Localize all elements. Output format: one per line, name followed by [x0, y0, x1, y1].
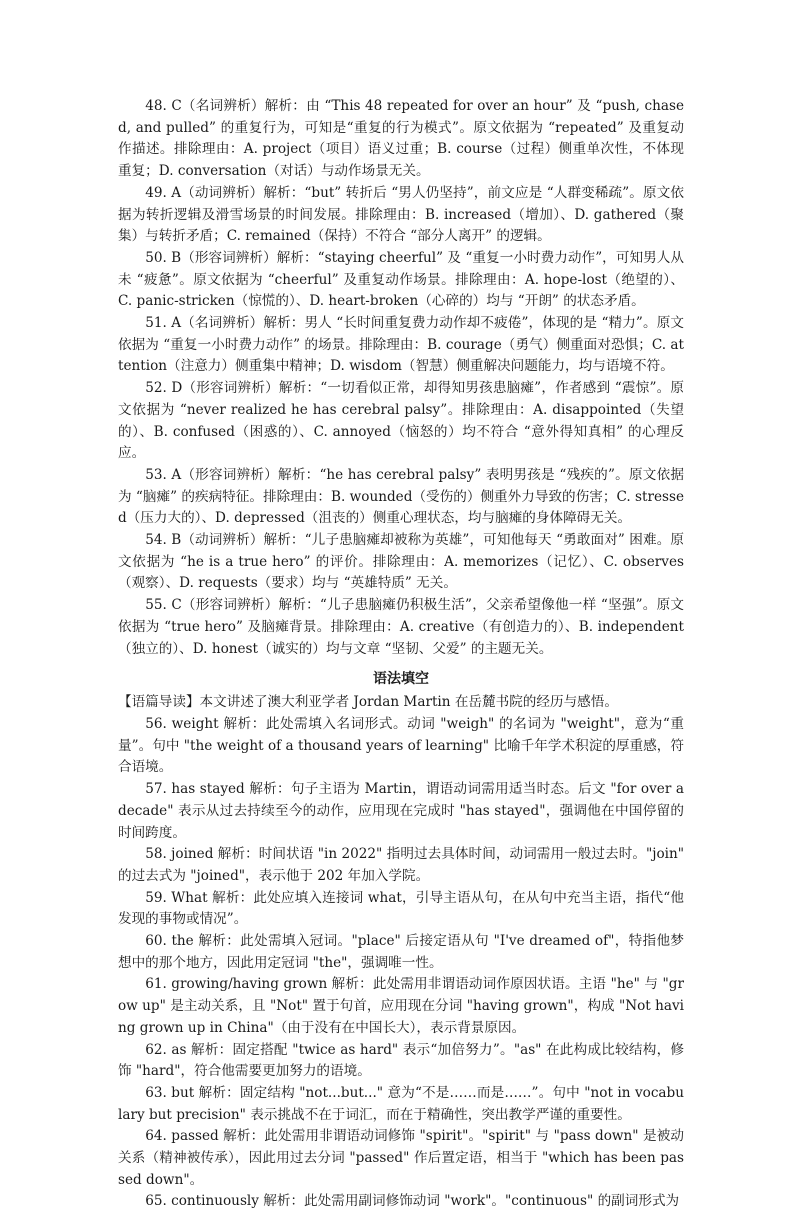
- answer-explanation-63: 63. but 解析：固定结构 "not...but..." 意为“不是……而是……”。句中 "not in vocabulary but precision" 表示挑战不在于词汇，而在于精确性，突出教学严谨的重要性。: [118, 1084, 684, 1123]
- answer-explanation-62: 62. as 解析：固定搭配 "twice as hard" 表示“加倍努力”。"as" 在此构成比较结构，修饰 "hard"，符合他需要更加努力的语境。: [118, 1041, 684, 1080]
- answer-explanation-58: 58. joined 解析：时间状语 "in 2022" 指明过去具体时间，动词需用一般过去时。"join" 的过去式为 "joined"，表示他于 202 年加入学院。: [118, 846, 684, 884]
- answer-explanation-51: 51. A（名词辨析）解析：男人 “长时间重复费力动作却不疲倦”，体现的是 “精力”。原文依据为 “重复一小时费力动作” 的场景。排除理由：B. courage（勇气）侧重面对恐惧；C. attention（注意力）侧重集中精神；D. wisdom（智慧）侧重解决问题能力，均与语境不符。: [118, 315, 684, 375]
- passage-intro: 【语篇导读】本文讲述了澳大利亚学者 Jordan Martin 在岳麓书院的经历与感悟。: [118, 694, 618, 711]
- answer-explanation-55: 55. C（形容词辨析）解析：“儿子患脑瘫仍积极生活”，父亲希望像他一样 “坚强”。原文依据为 “true hero” 及脑瘫背景。排除理由：A. creative（有创造力的）、B. independent（独立的）、D. honest（诚实的）均与文章 “坚韧、父爱” 的主题无关。: [118, 597, 684, 657]
- answer-explanation-60: 60. the 解析：此处需填入冠词。"place" 后接定语从句 "I've dreamed of"，特指他梦想中的那个地方，因此用定冠词 "the"，强调唯一性。: [118, 933, 684, 971]
- answer-explanation-49: 49. A（动词辨析）解析：“but” 转折后 “男人仍坚持”，前文应是 “人群变稀疏”。原文依据为转折逻辑及滑雪场景的时间发展。排除理由：B. increased（增加）、D. gathered（聚集）与转折矛盾；C. remained（保持）不符合 “部分人离开” 的逻辑。: [118, 184, 684, 245]
- answer-explanation-56: 56. weight 解析：此处需填入名词形式。动词 "weigh" 的名词为 "weight"，意为“重量”。句中 "the weight of a thousand years of learning" 比喻千年学术积淀的厚重感，符合语境。: [118, 715, 684, 776]
- answer-explanation-59: 59. What 解析：此处应填入连接词 what，引导主语从句，在从句中充当主语，指代“他发现的事物或情况”。: [118, 889, 684, 928]
- answer-explanation-48: 48. C（名词辨析）解析：由 “This 48 repeated for over an hour” 及 “push, chased, and pulled” 的重复行为，可知是“重复的行为模式”。原文依据为 “repeated” 及重复动作描述。排除理由：A. project（项目）语义过重；B. course（过程）侧重单次性，不体现重复；D. conversation（对话）与动作场景无关。: [118, 98, 684, 180]
- answer-explanation-53: 53. A（形容词辨析）解析：“he has cerebral palsy” 表明男孩是 “残疾的”。原文依据为 “脑瘫” 的疾病特征。排除理由：B. wounded（受伤的）侧重外力导致的伤害；C. stressed（压力大的）、D. depressed（沮丧的）侧重心理状态，均与脑瘫的身体障碍无关。: [118, 466, 684, 527]
- answer-explanation-65: 65. continuously 解析：此处需用副词修饰动词 "work"。"continuous" 的副词形式为: [145, 1193, 680, 1210]
- answer-explanation-52: 52. D（形容词辨析）解析：“一切看似正常，却得知男孩患脑瘫”，作者感到 “震惊”。原文依据为 “never realized he has cerebral palsy”。排除理由：A. disappointed（失望的）、B. confused（困惑的）、C. annoyed（恼怒的）均不符合 “意外得知真相” 的心理反应。: [118, 380, 684, 462]
- answer-explanation-57: 57. has stayed 解析：句子主语为 Martin，谓语动词需用适当时态。后文 "for over a decade" 表示从过去持续至今的动作，应用现在完成时 "has stayed"，强调他在中国停留的时间跨度。: [118, 781, 684, 841]
- answer-explanation-61: 61. growing/having grown 解析：此处需用非谓语动词作原因状语。主语 "he" 与 "grow up" 是主动关系，且 "Not" 置于句首，应用现在分词 "having grown"，构成 "Not having grown up in China"（由于没有在中国长大），表示背景原因。: [118, 976, 684, 1036]
- answer-explanation-50: 50. B（形容词辨析）解析：“staying cheerful” 及 “重复一小时费力动作”，可知男人从未 “疲惫”。原文依据为 “cheerful” 及重复动作场景。排除理由：A. hope-lost（绝望的）、C. panic-stricken（惊慌的）、D. heart-broken（心碎的）均与 “开朗” 的状态矛盾。: [118, 249, 684, 310]
- answer-explanation-64: 64. passed 解析：此处需用非谓语动词修饰 "spirit"。"spirit" 与 "pass down" 是被动关系（精神被传承），因此用过去分词 "passed" 作后置定语，相当于 "which has been passed down"。: [118, 1128, 684, 1188]
- answer-explanation-54: 54. B（动词辨析）解析：“儿子患脑瘫却被称为英雄”，可知他每天 “勇敢面对” 困难。原文依据为 “he is a true hero” 的评价。排除理由：A. memorizes（记忆）、C. observes（观察）、D. requests（要求）均与 “英雄特质” 无关。: [118, 532, 684, 592]
- section-title: 语法填空: [373, 671, 429, 688]
